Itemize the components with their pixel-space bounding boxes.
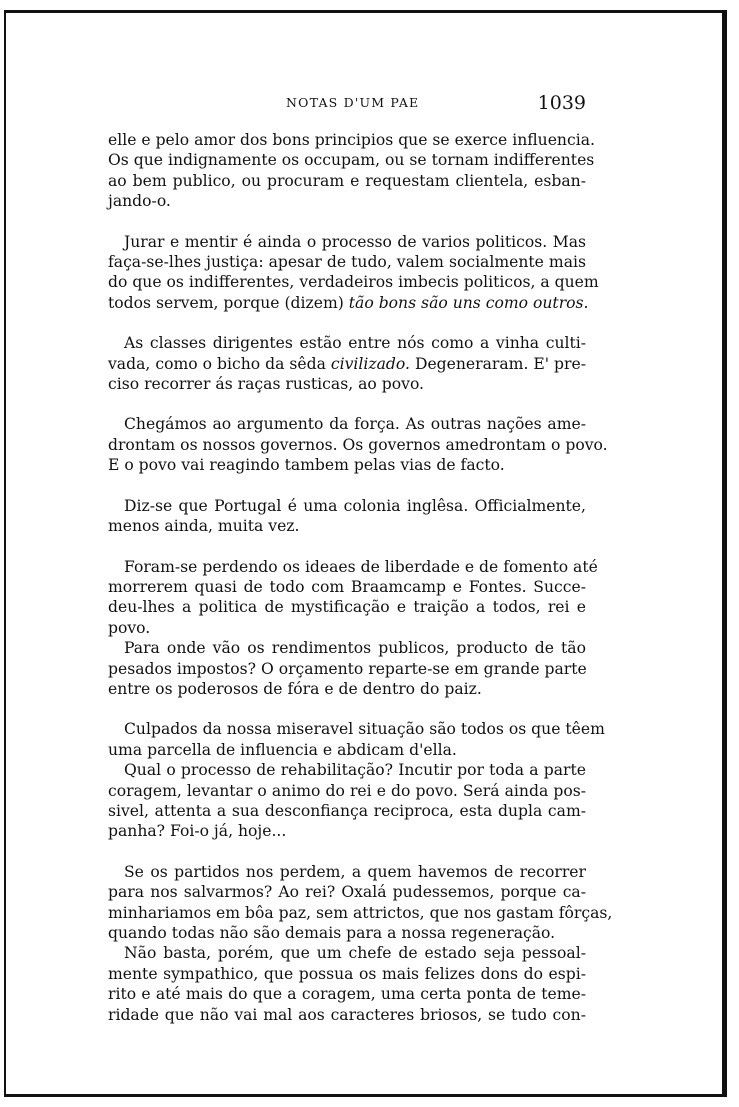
running-title: NOTAS D'UM PAE: [286, 95, 420, 110]
paragraph: [108, 414, 608, 475]
paragraph: [108, 130, 595, 212]
body-text: [108, 130, 613, 1025]
paragraph: [108, 862, 613, 944]
text-line: uma parcella de influencia e abdicam d'ella.: [108, 740, 457, 759]
text-line: Para onde vão os rendimentos publicos, producto de tão: [124, 639, 586, 658]
italic-phrase: tão bons são uns como outros.: [348, 293, 589, 312]
text-line: elle e pelo amor dos bons principios que se exerce influencia.: [108, 131, 595, 149]
text-line: Culpados da nossa miseravel situação são todos os que têem: [124, 720, 605, 739]
page-number: 1039: [537, 92, 586, 114]
paragraph: [108, 638, 586, 699]
text-line: As classes dirigentes estão entre nós como a vinha culti-: [124, 334, 586, 353]
text-line: pesados impostos? O orçamento reparte-se em grande parte: [108, 659, 587, 678]
text-line: ao bem publico, ou procuram e requestam clientela, esban-: [108, 171, 586, 190]
text-run: todos servem, porque (dizem): [108, 293, 349, 312]
page-header: [108, 92, 586, 116]
text-line: ridade que não vai mal aos caracteres briosos, se tudo con-: [108, 1005, 586, 1024]
text-line: morrerem quasi de todo com Braamcamp e Fontes. Succe-: [108, 577, 586, 596]
text-line: drontam os nossos governos. Os governos amedrontam o povo.: [108, 435, 608, 454]
paragraph: [108, 333, 586, 394]
text-line: menos ainda, muita vez.: [108, 517, 300, 536]
text-line: minhariamos em bôa paz, sem attrictos, que nos gastam fôrças,: [108, 903, 613, 922]
paragraph: [108, 496, 586, 537]
text-run: vada, como o bicho da sêda: [108, 354, 331, 373]
text-line: coragem, levantar o animo do rei e do povo. Será ainda pos-: [108, 781, 586, 800]
text-line: [108, 354, 586, 374]
paragraph: [108, 557, 598, 639]
text-line: E o povo vai reagindo tambem pelas vias de facto.: [108, 456, 505, 475]
text-line: do que os indifferentes, verdadeiros imbecis politicos, a quem: [108, 273, 599, 292]
text-line: deu-lhes a politica de mystificação e traição a todos, rei e: [108, 598, 586, 617]
text-line: Se os partidos nos perdem, a quem havemos de recorrer: [124, 862, 586, 881]
paragraph: [108, 719, 605, 760]
text-line: quando todas não são demais para a nossa regeneração.: [108, 924, 556, 942]
text-line: jando-o.: [108, 192, 171, 211]
text-line: Diz-se que Portugal é uma colonia inglêsa. Officialmente,: [124, 496, 586, 515]
text-line: Qual o processo de rehabilitação? Incutir por toda a parte: [124, 761, 586, 780]
text-line: faça-se-lhes justiça: apesar de tudo, valem socialmente mais: [108, 253, 586, 272]
text-line: [108, 293, 589, 313]
text-line: Chegámos ao argumento da força. As outras nações ame-: [124, 415, 586, 434]
text-line: Não basta, porém, que um chefe de estado seja pessoal-: [124, 944, 586, 963]
text-line: Foram-se perdendo os ideaes de liberdade e de fomento até: [124, 557, 598, 576]
text-line: Os que indignamente os occupam, ou se tornam indifferentes: [108, 151, 595, 170]
paragraph: [108, 943, 586, 1025]
text-line: povo.: [108, 618, 151, 637]
text-line: rito e até mais do que a coragem, uma certa ponta de teme-: [108, 985, 586, 1004]
text-line: para nos salvarmos? Ao rei? Oxalá pudessemos, porque ca-: [108, 883, 586, 902]
italic-word: civilizado.: [330, 354, 410, 373]
text-line: Jurar e mentir é ainda o processo de varios politicos. Mas: [124, 232, 586, 251]
text-line: mente sympathico, que possua os mais felizes dons do espi-: [108, 964, 586, 983]
paragraph: [108, 760, 586, 842]
text-line: ciso recorrer ás raças rusticas, ao povo.: [108, 375, 425, 394]
text-run: Degeneraram. E' pre-: [409, 354, 586, 373]
paragraph: [108, 232, 599, 314]
text-line: entre os poderosos de fóra e de dentro do paiz.: [108, 679, 482, 698]
text-line: sivel, attenta a sua desconfiança reciproca, esta dupla cam-: [108, 801, 586, 820]
text-line: panha? Foi-o já, hoje...: [108, 822, 287, 841]
